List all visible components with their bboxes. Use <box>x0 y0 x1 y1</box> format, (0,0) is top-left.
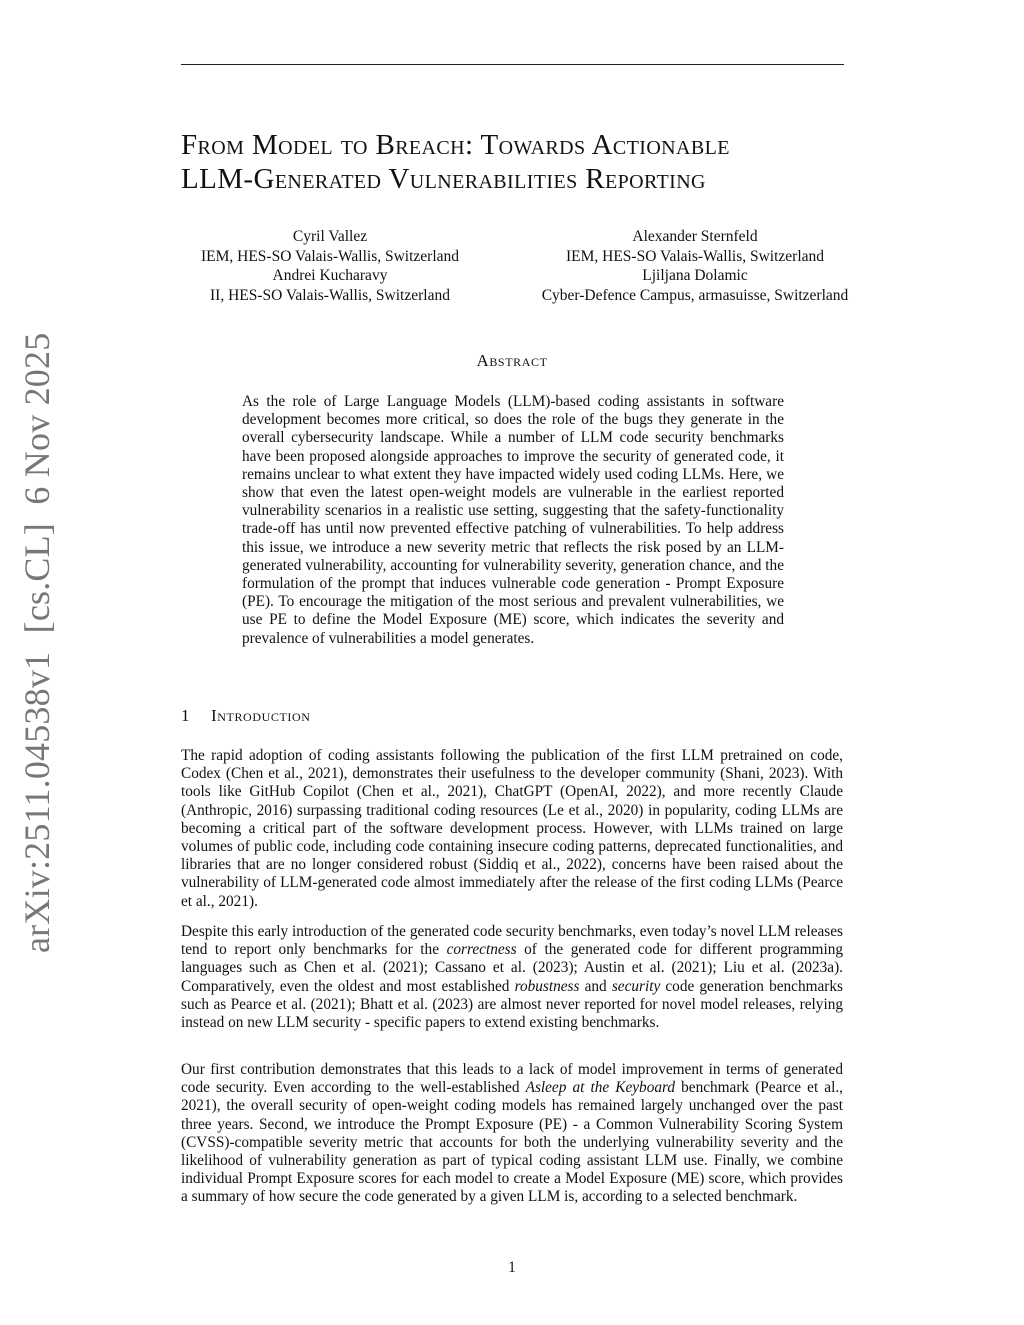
top-rule-divider <box>181 64 844 65</box>
abstract-text: As the role of Large Language Models (LLM)-based coding assistants in software development becomes more critical, so does the role of the bugs they generate in the overall cybersecurity landscape. While a number of LLM code security benchmarks have been proposed alongside approaches to improve the security of generated code, it remains unclear to what extent they have impacted widely used coding LLMs. Here, we show that even the latest open-weight models are vulnerable in the earliest reported vulnerability scenarios in a realistic use setting, suggesting that the safety-functionality trade-off has until now prevented effective patching of vulnerabilities. To help address this issue, we introduce a new severity metric that reflects the risk posed by an LLM-generated vulnerability, accounting for vulnerability severity, generation chance, and the formulation of the prompt that induces vulnerable code generation - Prompt Exposure (PE). To encourage the mitigation of the most serious and prevalent vulnerabilities, we use PE to define the Model Exposure (ME) score, which indicates the severity and prevalence of vulnerabilities a model generates. <box>242 393 784 647</box>
author-name: Ljiljana Dolamic <box>642 267 748 284</box>
author-block-right <box>470 227 920 305</box>
author-name: Cyril Vallez <box>292 228 368 245</box>
intro-paragraph-1: The rapid adoption of coding assistants following the publication of the first LLM pretrained on code, Codex (Chen et al., 2021), demonstrates their usefulness to the developer community (Shani, 2023). With tools like GitHub Copilot (Chen et al., 2021), ChatGPT (OpenAI, 2022), and more recently Claude (Anthropic, 2016) surpassing traditional coding resources (Le et al., 2020) in popularity, coding LLMs are becoming a critical part of the software development process. However, with LLMs trained on large volumes of public code, including code containing insecure coding patterns, deprecated functionalities, and libraries that are no longer considered robust (Siddiq et al., 2022), concerns have been raised about the vulnerability of LLM-generated code almost immediately after the release of the first coding LLMs (Pearce et al., 2021). <box>181 747 843 910</box>
author-affiliation: Cyber-Defence Campus, armasuisse, Switzerland <box>541 286 849 304</box>
emphasis-correctness: correctness <box>446 941 517 959</box>
section-title: Introduction <box>211 706 311 725</box>
paragraph-text: Our first contribution demonstrates that this leads to a lack of model improvement in terms of generated code security. Even according to the well-established <box>181 1061 843 1097</box>
author-affiliation: IEM, HES-SO Valais-Wallis, Switzerland <box>565 247 825 265</box>
paragraph-text: code generation benchmarks such as Pearce et al. (2021); Bhatt et al. (2023) are almost never reported for novel model releases, relying instead on new LLM security - specific papers to extend existing benchmarks. <box>181 977 843 1032</box>
paragraph-text: benchmark (Pearce et al., 2021), the overall security of open-weight coding models has remained largely unchanged over the past three years. Second, we introduce the Prompt Exposure (PE) - a Common Vulnerability Scoring System (CVSS)-compatible severity metric that accounts for both the underlying vulnerability severity and the likelihood of vulnerability generation as part of typical coding assistant LLM use. Finally, we combine individual Prompt Exposure scores for each model to create a Model Exposure (ME) score, which provides a summary of how secure the code generated by a given LLM is, according to a selected benchmark. <box>181 1079 843 1206</box>
author-affiliation: IEM, HES-SO Valais-Wallis, Switzerland <box>200 247 460 265</box>
emphasis-security: security <box>611 977 661 995</box>
title-line-1: From Model to Breach: Towards Actionable <box>181 129 730 161</box>
intro-paragraph-3 <box>181 1061 843 1207</box>
author-block-left <box>170 227 490 305</box>
intro-paragraph-2 <box>181 923 843 1032</box>
title-line-2: LLM-Generated Vulnerabilities Reporting <box>181 163 706 195</box>
emphasis-robustness: robustness <box>514 977 580 995</box>
arxiv-identifier-stamp: arXiv:2511.04538v1 [cs.CL] 6 Nov 2025 <box>17 332 57 953</box>
section-heading-introduction <box>181 706 311 726</box>
author-affiliation: II, HES-SO Valais-Wallis, Switzerland <box>210 286 450 304</box>
paragraph-text: Despite this early introduction of the generated code security benchmarks, even today’s novel LLM releases tend to report only benchmarks for the <box>181 923 843 959</box>
author-name: Alexander Sternfeld <box>632 228 758 245</box>
emphasis-benchmark-name: Asleep at the Keyboard <box>525 1079 676 1097</box>
section-number: 1 <box>181 706 191 725</box>
paper-title <box>181 128 861 196</box>
paragraph-text: of the generated code for different programming languages such as Chen et al. (2021); Cassano et al. (2023); Austin et al. (2021); Liu et al. (2023a). Comparatively, even the oldest and most established <box>181 941 843 995</box>
paragraph-text: and <box>579 977 612 995</box>
author-name: Andrei Kucharavy <box>272 267 388 284</box>
abstract-heading: Abstract <box>476 351 548 370</box>
page-number: 1 <box>508 1259 516 1276</box>
